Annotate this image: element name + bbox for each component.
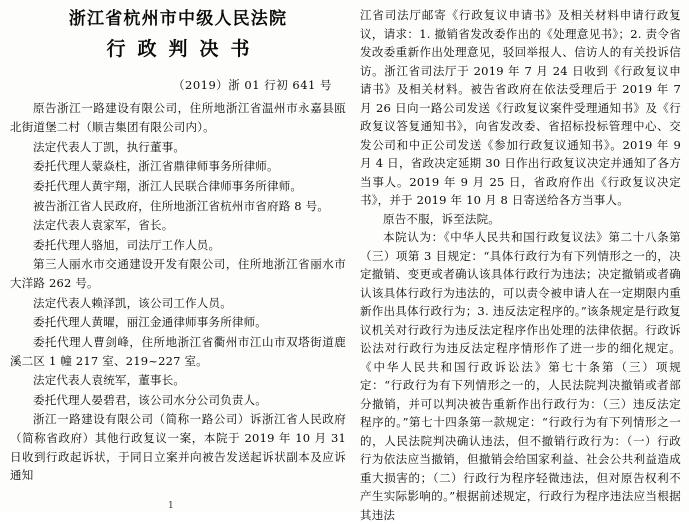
right-column: [356, 6, 681, 522]
paragraph-plaintiff-agent-2: 委托代理人黄宇翔，浙江人民联合律师事务所律师。: [33, 178, 303, 193]
case-number: （2019）浙 01 行初 641 号: [173, 78, 332, 93]
left-column: [10, 6, 356, 512]
paragraph-defendant-agent: 委托代理人骆旭，司法厅工作人员。: [33, 237, 221, 252]
paragraph-plaintiff-agent-1: 委托代理人蒙焱柱，浙江省鼎律师事务所律师。: [33, 159, 279, 174]
paragraph-defendant: 被告浙江省人民政府，住所地浙江省杭州市省府路 8 号。: [33, 198, 330, 213]
paragraph-third-party-2-agent: 委托代理人晏碧君，该公司水分公司负责人。: [33, 392, 267, 407]
paragraph-third-party-2: 委托代理人曹剑峰，住所地浙江省衢州市江山市双塔街道鹿溪二区 1 幢 217 室、219~227 室。: [10, 334, 346, 368]
two-column-layout: [10, 6, 681, 522]
paragraph-case-intro: 浙江一路建设有限公司（简称一路公司）诉浙江省人民政府（简称省政府）其他行政复议一案，本院于 2019 年 10 月 31 日收到行政起诉状，于同日立案并向被告发送起诉状副本及应诉通知: [10, 412, 346, 483]
paragraph-defendant-legal-rep: 法定代表人袁家军，省长。: [33, 218, 174, 233]
page-number: 1: [168, 501, 174, 511]
paragraph-third-party-1: 第三人丽水市交通建设开发有限公司，住所地浙江省丽水市大洋路 262 号。: [10, 257, 346, 291]
paragraph-plaintiff: 原告浙江一路建设有限公司，住所地浙江省温州市永嘉县瓯北街道堡二村（顺吉集团有限公司内）。: [10, 101, 346, 135]
paragraph-review-process: 江省司法厅邮寄《行政复议申请书》及相关材料申请行政复议，请求：1. 撤销省发改委作出的《处理意见书》；2. 责令省发改委重新作出处理意见，驳回举报人、信访人的有关投诉信访。浙江省司法厅于 2019 年 7 月 24 日收到《行政复议申请书》及相关材料。被告省政府在依法受理后于 2019 年 7 月 26 日向一路公司发送《行政复议案件受理通知书》及《行政复议答复通知书》，向省发改委、省招标投标管理中心、交发公司和中正公司发送《参加行政复议通知书》。2019 年 9 月 4 日，省政决定延期 30 日作出行政复议决定并通知了各方当事人。2019 年 9 月 25 日，省政府作出《行政复议决定书》，并于 2019 年 10 月 8 日寄送给各方当事人。: [360, 8, 681, 207]
document-type-title: 行政判决书: [106, 37, 262, 60]
court-title: 浙江省杭州市中级人民法院: [68, 9, 288, 29]
paragraph-third-party-1-legal-rep: 法定代表人赖泽凯，该公司工作人员。: [33, 295, 232, 310]
paragraph-court-opinion: 本院认为：《中华人民共和国行政复议法》第二十八条第（三）项第 3 目规定：“具体行政行为有下列情形之一的，决定撤销、变更或者确认该具体行政行为违法；决定撤销或者确认该具体行政行为违法的，可以责令被申请人在一定期限内重新作出具体行政行为；3. 违反法定程序的。”该条规定是行政复议机关对行政行为违反法定程序作出处理的法律依据。行政诉讼法对行政行为违反法定程序情形作了进一步的细化规定。《中华人民共和国行政诉讼法》第七十条第（三）项规定：“行政行为有下列情形之一的，人民法院判决撤销或者部分撤销，并可以判决被告重新作出行政行为：（三）违反法定程序的。”第七十四条第一款规定：“行政行为有下列情形之一的，人民法院判决确认违法，但不撤销行政行为：（一）行政行为依法应当撤销，但撤销会给国家利益、社会公共利益造成重大损害的；（二）行政行为程序轻微违法，但对原告权利不产生实际影响的。”根据前述规定，行政行为程序违法应当根据其违法: [360, 230, 681, 522]
paragraph-appeal-statement: 原告不服，诉至法院。: [383, 211, 500, 226]
paragraph-plaintiff-legal-rep: 法定代表人丁凯，执行董事。: [33, 139, 186, 154]
paragraph-third-party-1-agent: 委托代理人黄曜，丽江金通律师事务所律师。: [33, 315, 267, 330]
paragraph-third-party-2-legal-rep: 法定代表人袁统军，董事长。: [33, 373, 186, 388]
